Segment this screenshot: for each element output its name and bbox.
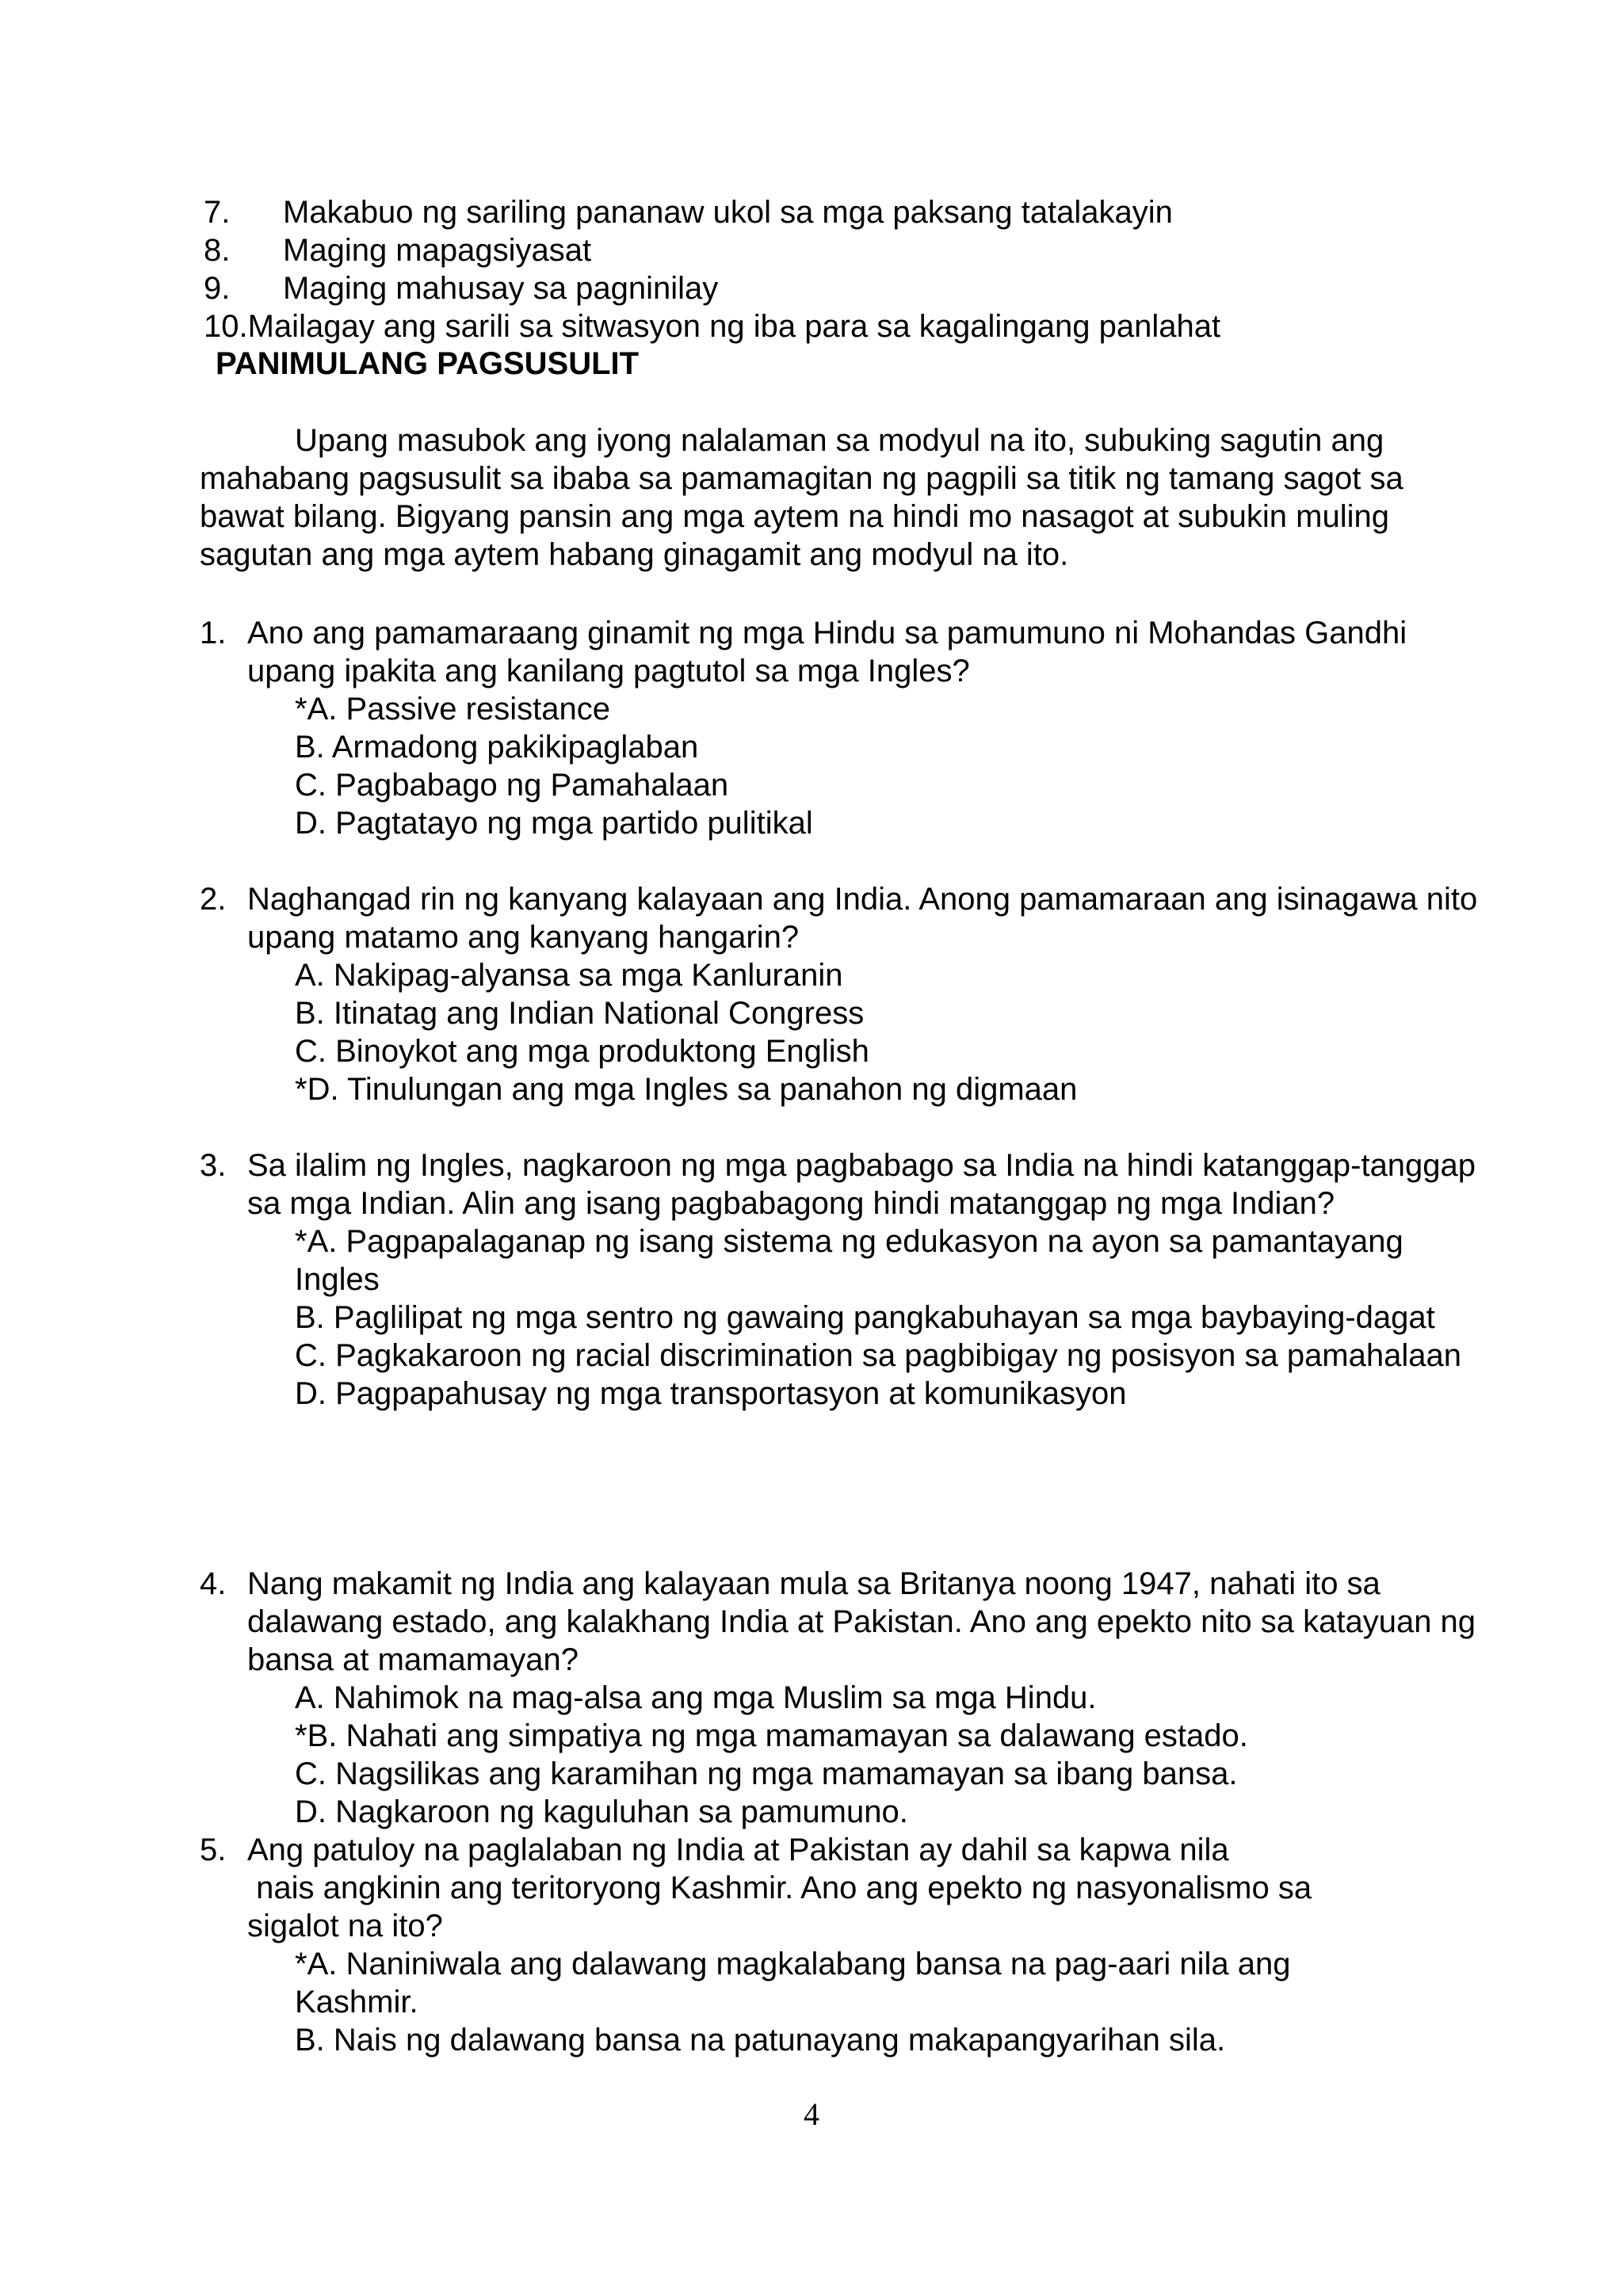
question-text-line: sigalot na ito? — [247, 1909, 443, 1943]
question-text — [247, 1831, 1484, 1945]
choice-item: B. Paglilipat ng mga sentro ng gawaing pangkabuhayan sa mga baybaying-dagat — [295, 1300, 1435, 1335]
objective-text: Mailagay ang sarili sa sitwasyon ng iba para sa kagalingang panlahat — [247, 309, 1221, 344]
question-text: Naghangad rin ng kanyang kalayaan ang India. Anong pamamaraan ang isinagawa nito upang matamo ang kanyang hangarin? — [247, 882, 1478, 955]
question-text-line: nais angkinin ang teritoryong Kashmir. Ano ang epekto ng nasyonalismo sa — [247, 1871, 1312, 1905]
question-number: 1. — [200, 616, 227, 650]
choice-item: A. Nakipag-alyansa sa mga Kanluranin — [295, 958, 843, 993]
question-text: Ano ang pamamaraang ginamit ng mga Hindu sa pamumuno ni Mohandas Gandhi upang ipakita ang kanilang pagtutol sa mga Ingles? — [247, 616, 1407, 688]
objectives-list — [204, 193, 1480, 345]
objective-number: 7. — [204, 195, 231, 230]
question-number: 4. — [200, 1566, 227, 1601]
question-3 — [200, 1146, 1484, 1413]
choice-item: D. Nagkaroon ng kaguluhan sa pamumuno. — [295, 1794, 908, 1829]
question-text: Sa ilalim ng Ingles, nagkaroon ng mga pagbabago sa India na hindi katanggap-tanggap sa mga Indian. Alin ang isang pagbabagong hindi matanggap ng mga Indian? — [247, 1148, 1476, 1221]
question-4 — [200, 1565, 1484, 1831]
choice-item: C. Binoykot ang mga produktong English — [295, 1034, 869, 1069]
choice-item: D. Pagpapahusay ng mga transportasyon at komunikasyon — [295, 1376, 1127, 1411]
choice-item: *B. Nahati ang simpatiya ng mga mamamayan sa dalawang estado. — [295, 1718, 1248, 1753]
choice-item: *A. Naniniwala ang dalawang magkalabang bansa na pag-aari nila ang Kashmir. — [295, 1947, 1291, 2019]
question-stem — [200, 1831, 1484, 1945]
question-number: 2. — [200, 882, 227, 917]
question-stem — [200, 880, 1484, 956]
objective-number: 10. — [204, 309, 248, 344]
objective-text: Maging mahusay sa pagninilay — [283, 271, 719, 306]
objective-item — [204, 231, 1480, 269]
objective-item — [204, 269, 1480, 307]
intro-paragraph: Upang masubok ang iyong nalalaman sa modyul na ito, subuking sagutin ang mahabang pagsusulit sa ibaba sa pamamagitan ng pagpili sa titik ng tamang sagot sa bawat bilang. Bigyang pansin ang mga aytem na hindi mo nasagot at subukin muling sagutan ang mga aytem habang ginagamit ang modyul na ito. — [200, 423, 1403, 572]
choices-list — [200, 690, 1484, 842]
choice-item: B. Itinatag ang Indian National Congress — [295, 996, 865, 1031]
choice-item: A. Nahimok na mag-alsa ang mga Muslim sa mga Hindu. — [295, 1680, 1097, 1715]
choice-item: *A. Passive resistance — [295, 692, 610, 727]
choices-list — [200, 956, 1484, 1108]
page-number: 4 — [804, 2096, 819, 2132]
objective-number: 9. — [204, 271, 231, 306]
choice-item: B. Armadong pakikipaglaban — [295, 730, 699, 765]
choices-list — [200, 1945, 1404, 2059]
choices-list — [200, 1222, 1484, 1413]
question-stem — [200, 614, 1484, 690]
choice-item: C. Nagsilikas ang karamihan ng mga mamamayan sa ibang bansa. — [295, 1756, 1238, 1791]
choice-item: C. Pagbabago ng Pamahalaan — [295, 768, 729, 803]
objective-item — [204, 307, 1480, 345]
choice-item: C. Pagkakaroon ng racial discrimination sa pagbibigay ng posisyon sa pamahalaan — [295, 1338, 1461, 1373]
objective-item — [204, 193, 1480, 231]
choice-item: B. Nais ng dalawang bansa na patunayang makapangyarihan sila. — [295, 2023, 1226, 2058]
question-2 — [200, 880, 1484, 1108]
question-number: 3. — [200, 1148, 227, 1183]
choice-item: D. Pagtatayo ng mga partido pulitikal — [295, 806, 813, 841]
section-heading: PANIMULANG PAGSUSULIT — [216, 346, 640, 381]
question-stem — [200, 1565, 1484, 1679]
choices-list — [200, 1679, 1484, 1831]
objective-text: Maging mapagsiyasat — [283, 233, 592, 268]
question-text-line: Ang patuloy na paglalaban ng India at Pakistan ay dahil sa kapwa nila — [247, 1833, 1229, 1867]
question-number: 5. — [200, 1833, 227, 1867]
question-5 — [200, 1831, 1484, 2059]
choice-item: *A. Pagpapalaganap ng isang sistema ng edukasyon na ayon sa pamantayang Ingles — [295, 1224, 1403, 1297]
choice-item: *D. Tinulungan ang mga Ingles sa panahon ng digmaan — [295, 1072, 1078, 1107]
objective-text: Makabuo ng sariling pananaw ukol sa mga paksang tatalakayin — [283, 195, 1173, 230]
objective-number: 8. — [204, 233, 231, 268]
question-1 — [200, 614, 1484, 842]
question-text: Nang makamit ng India ang kalayaan mula sa Britanya noong 1947, nahati ito sa dalawang estado, ang kalakhang India at Pakistan. Ano ang epekto nito sa katayuan ng bansa at mamamayan? — [247, 1566, 1476, 1677]
question-stem — [200, 1146, 1484, 1222]
